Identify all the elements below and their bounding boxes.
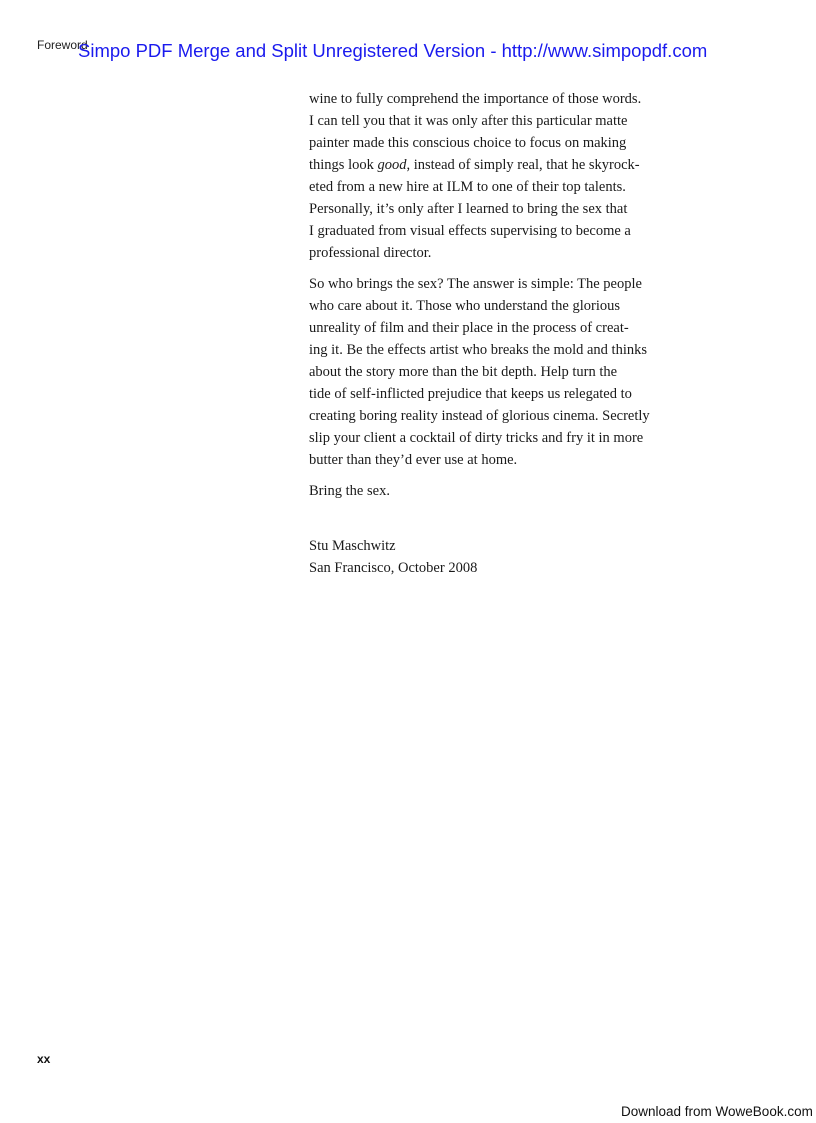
- text-line: I graduated from visual effects supervising to become a: [309, 223, 631, 239]
- text-line: professional director.: [309, 245, 432, 261]
- watermark-banner: Simpo PDF Merge and Split Unregistered Version - http://www.simpopdf.com: [78, 40, 708, 61]
- text-line: butter than they’d ever use at home.: [309, 452, 518, 468]
- emphasis-good: good: [377, 157, 407, 173]
- download-credit: Download from WoweBook.com: [621, 1104, 813, 1119]
- text-segment: , instead of simply real, that he skyrock-: [406, 157, 640, 173]
- signature-block: [309, 535, 709, 579]
- text-line: Bring the sex.: [309, 483, 390, 499]
- place-date: San Francisco, October 2008: [309, 560, 478, 576]
- paragraph: [309, 88, 709, 264]
- text-line: ing it. Be the effects artist who breaks the mold and thinks: [309, 342, 647, 358]
- text-line: slip your client a cocktail of dirty tricks and fry it in more: [309, 430, 644, 446]
- text-segment: things look: [309, 157, 378, 173]
- text-line: who care about it. Those who understand the glorious: [309, 298, 621, 314]
- text-line: tide of self-inflicted prejudice that keeps us relegated to: [309, 386, 632, 402]
- text-line: unreality of film and their place in the process of creat-: [309, 320, 629, 336]
- section-label: Foreword: [37, 38, 88, 52]
- text-line: So who brings the sex? The answer is simple: The people: [309, 276, 642, 292]
- text-line: [309, 154, 709, 176]
- text-line: painter made this conscious choice to focus on making: [309, 135, 627, 151]
- text-line: creating boring reality instead of glorious cinema. Secretly: [309, 408, 650, 424]
- author-name: Stu Maschwitz: [309, 538, 396, 554]
- body-text: [309, 88, 709, 588]
- text-line: eted from a new hire at ILM to one of their top talents.: [309, 179, 626, 195]
- paragraph: [309, 480, 709, 502]
- text-line: wine to fully comprehend the importance of those words.: [309, 91, 642, 107]
- paragraph: [309, 273, 709, 471]
- page-number: xx: [37, 1052, 51, 1066]
- text-line: about the story more than the bit depth. Help turn the: [309, 364, 618, 380]
- text-line: Personally, it’s only after I learned to bring the sex that: [309, 201, 628, 217]
- text-line: I can tell you that it was only after this particular matte: [309, 113, 628, 129]
